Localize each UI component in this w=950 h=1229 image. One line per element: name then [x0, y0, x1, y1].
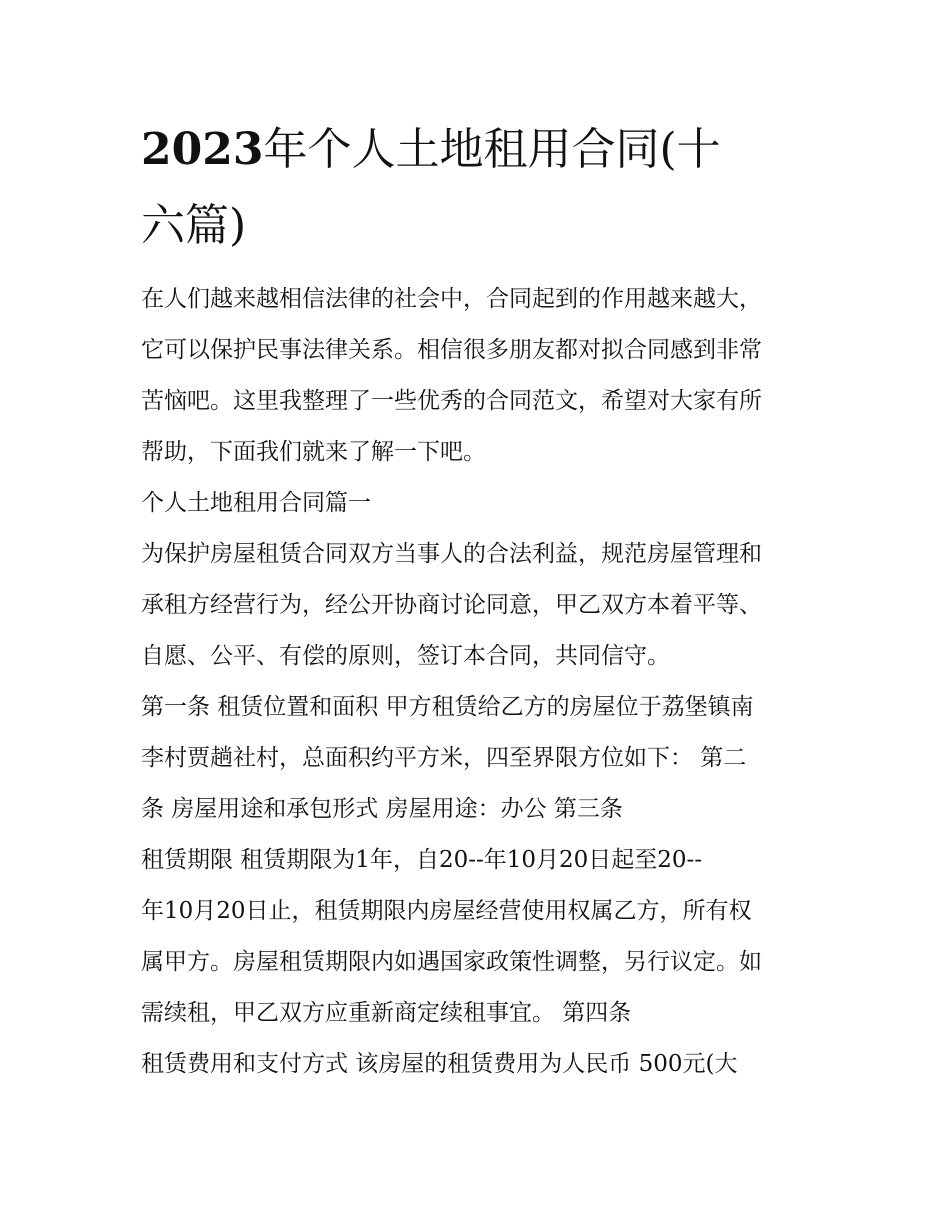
body-line: 自愿、公平、有偿的原则，签订本合同，共同信守。	[141, 643, 670, 669]
body-line: 需续租，甲乙双方应重新商定续租事宜。 第四条	[141, 1000, 632, 1026]
body-line: 承租方经营行为，经公开协商讨论同意，甲乙双方本着平等、	[141, 592, 762, 618]
body-line: 租赁费用和支付方式 该房屋的租赁费用为人民币 500元(大	[141, 1051, 738, 1077]
title-year: 2023	[141, 124, 264, 175]
title-text-line1: 年个人土地租用合同(十	[263, 124, 721, 175]
body-line: 在人们越来越相信法律的社会中，合同起到的作用越来越大，	[141, 286, 762, 312]
section-heading: 个人土地租用合同篇一	[141, 490, 371, 516]
document-title	[141, 112, 821, 264]
body-line: 属甲方。房屋租赁期限内如遇国家政策性调整，另行议定。如	[141, 949, 762, 975]
document-page	[141, 112, 821, 1090]
body-line: 苦恼吧。这里我整理了一些优秀的合同范文，希望对大家有所	[141, 388, 762, 414]
body-line: 李村贾趟社村，总面积约平方米，四至界限方位如下： 第二	[141, 745, 747, 771]
body-line: 第一条 租赁位置和面积 甲方租赁给乙方的房屋位于荔堡镇南	[141, 694, 754, 720]
body-line: 租赁期限 租赁期限为1年，自20--年10月20日起至20--	[141, 847, 703, 873]
body-line: 为保护房屋租赁合同双方当事人的合法利益，规范房屋管理和	[141, 541, 762, 567]
body-line: 帮助，下面我们就来了解一下吧。	[141, 439, 486, 465]
body-line: 年10月20日止，租赁期限内房屋经营使用权属乙方，所有权	[141, 898, 752, 924]
title-text-line2: 六篇)	[141, 200, 247, 251]
document-body	[141, 274, 821, 1090]
body-line: 它可以保护民事法律关系。相信很多朋友都对拟合同感到非常	[141, 337, 762, 363]
body-line: 条 房屋用途和承包形式 房屋用途：办公 第三条	[141, 796, 623, 822]
